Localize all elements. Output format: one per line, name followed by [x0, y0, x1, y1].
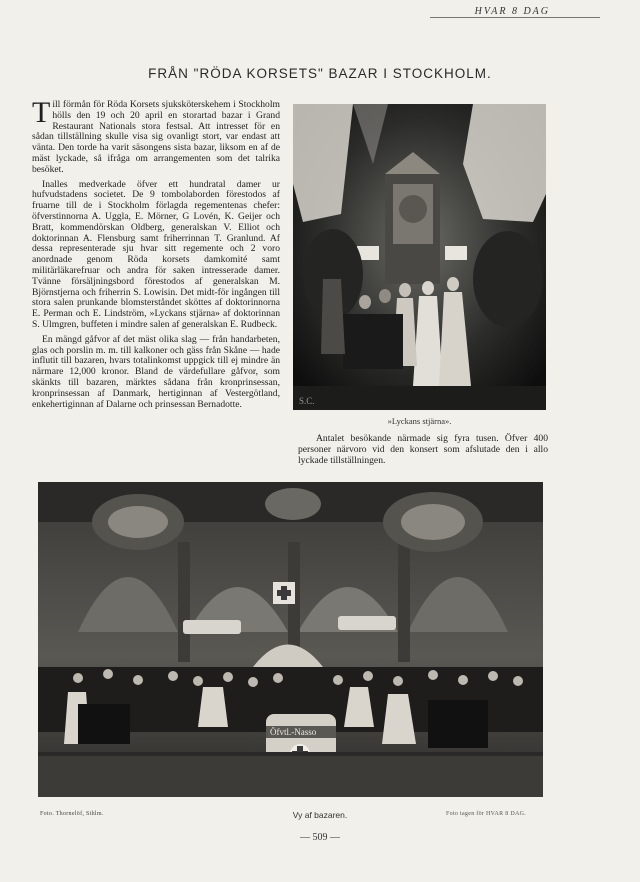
photo-signature: S.C.: [299, 396, 315, 406]
paragraph-2: Inalles medverkade öfver ett hundratal damer ur hufvudstadens societet. De 9 tombolaborden förestodos af fruarne till de i Stockholm förlagda regementenas chefer: öfverstinnorna A. Uggla, E. Mörner, G Lovén, K. Geijer och Bratt, kommendörskan Oldberg, generalskan V. Elliot och doktorinnan A. Flensburg samt friherrinnan T. Granlund. Af dessa representerade sju hvar sitt regemente och 2 voro anordnade genom Röda korsets damkomité samt militärläkarefruar och andra för saken intresserade damer. Tvänne försäljningsbord förestodos af generalskan M. Björnstjerna och friherrin S. Lowisin. Det midt-för ingången till stora salen prunkande blomsterståndet sköttes af doktorinnorna E. Perman och E. Lindström, »Lyckans stjärna» af doktorinnan S. Ulmgren, buffeten i mindre salen af generalskan E. Rudbeck.: [32, 178, 280, 330]
paragraph-1-text: ill förmån för Röda Korsets sjuksköterskehem i Stockholm hölls den 19 och 20 april en storartad bazar i Grand Restaurant Nationals stora festsal. Att intresset för en sådan tillställning skulle visa sig ovanligt stort, var endast att vänta. Den torde ha varit säsongens sista bazar, liksom en af de mäst lyckade, så ifråga om arrangementen som det talrika besöket.: [32, 99, 280, 175]
drop-cap: T: [32, 96, 51, 129]
booth-banner-text: Öfvtl.-Nasso: [270, 727, 317, 737]
article-body-right: [298, 434, 548, 466]
photo-lyckans-stjarna: [293, 104, 546, 410]
page-number: — 509 —: [300, 832, 340, 843]
paragraph-4: Antalet besökande närmade sig fyra tusen. Öfver 400 personer närvoro vid den konsert som afslutade den i allo lyckade tillställningen.: [298, 433, 548, 466]
article-body-left: [32, 96, 280, 410]
paragraph-1: [32, 96, 280, 176]
photo-vy-af-bazaren-image: [38, 482, 543, 797]
header-rule: [430, 17, 600, 18]
photo-lyckans-stjarna-image: [293, 104, 546, 410]
running-header: HVAR 8 DAG: [474, 6, 550, 17]
photo-caption-top: »Lyckans stjärna».: [387, 416, 452, 426]
article-title: FRÅN "RÖDA KORSETS" BAZAR I STOCKHOLM.: [148, 66, 492, 81]
paragraph-3: En mängd gåfvor af det mäst olika slag — från handarbeten, glas och porslin m. m. till kalkoner och gäss från Skåne — hade influtit till bazaren, hvars totalinkomst uppgick till ej mindre än närmare 12,000 kronor. Bland de värdefullare gåfvor, som skänkts till bazaren, märktes sådana från kronprinsessan, kronprinsessan af Danmark, hertiginnan af Vestergötland, enkehertiginnan af Dalarne och prinsessan Bernadotte.: [32, 333, 280, 410]
photo-caption-bottom: Vy af bazaren.: [292, 810, 348, 820]
photo-credit-left: Foto. Thornelöf, Sthlm.: [40, 811, 104, 817]
photo-vy-af-bazaren: [38, 482, 543, 797]
photo-credit-right: Foto tagen för HVAR 8 DAG.: [446, 811, 527, 817]
